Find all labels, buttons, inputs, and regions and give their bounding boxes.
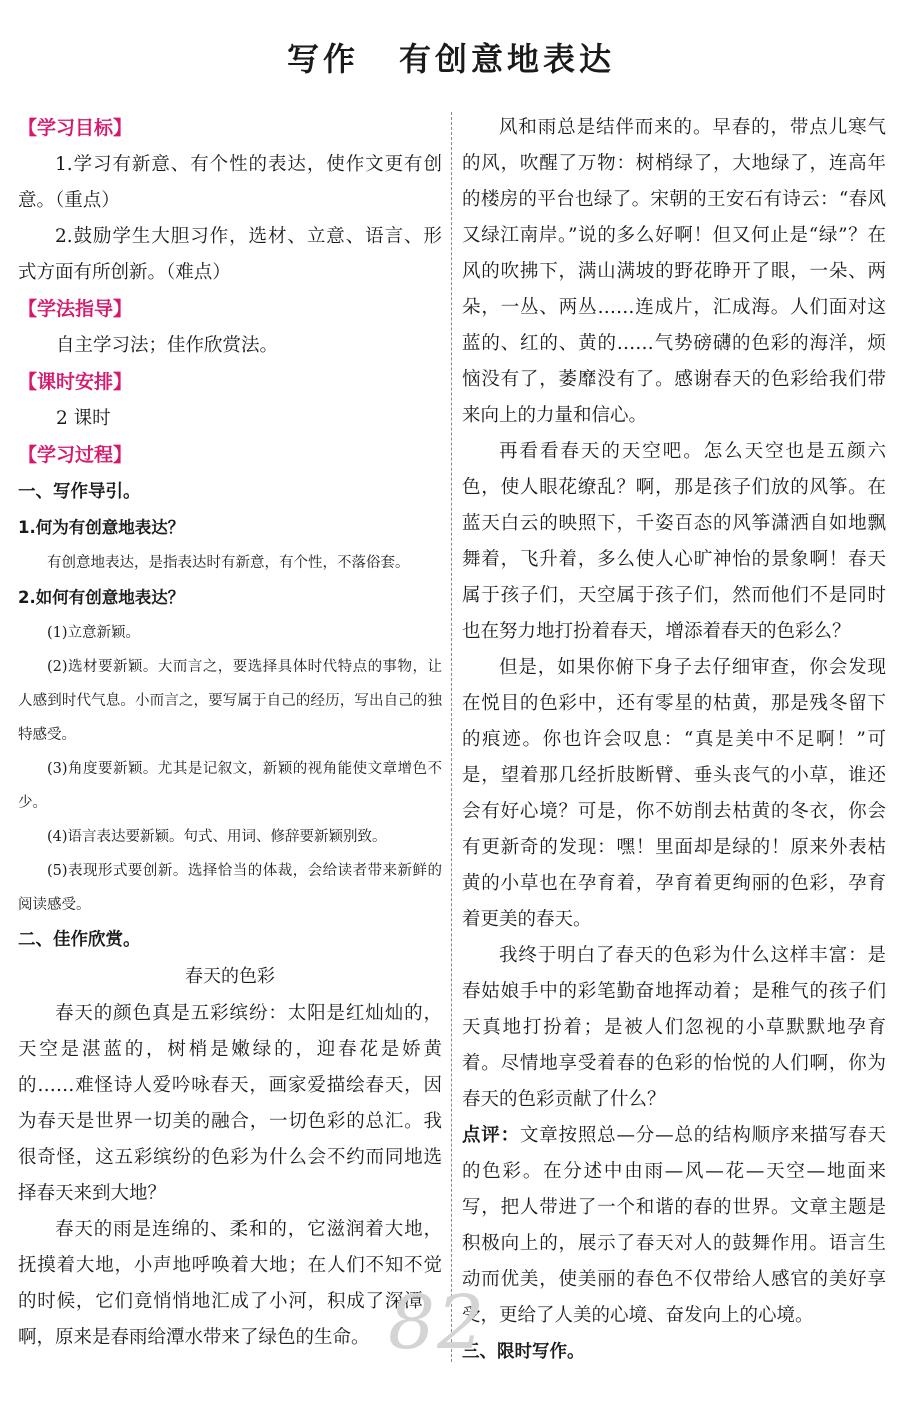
goal-1: 1.学习有新意、有个性的表达，使作文更有创意。（重点） xyxy=(18,154,442,211)
page-number: 82 xyxy=(388,1280,487,1366)
essay-paragraph-4: 再看看春天的天空吧。怎么天空也是五颜六色，使人眼花缭乱？啊，那是孩子们放的风筝。在蓝天白云的映照下，千姿百态的风筝潇洒自如地飘舞着，飞升着，多么使人心旷神怡的景象啊！春天属于孩子们，天空属于孩子们，然而他们不是同时也在努力地打扮着春天，增添着春天的色彩么？ xyxy=(462,441,886,642)
goal-2: 2.鼓励学生大胆习作，选材、立意、语言、形式方面有所创新。（难点） xyxy=(18,226,442,283)
section-label-schedule: 【课时安排】 xyxy=(18,371,133,393)
comment-label: 点评： xyxy=(462,1125,520,1146)
comment-text: 文章按照总—分—总的结构顺序来描写春天的色彩。在分述中由雨—风—花—天空—地面来写，把人带进了一个和谐的春的世界。文章主题是积极向上的，展示了春天对人的鼓舞作用。语言生动而优美，使美丽的春色不仅带给人感官的美好享受，更给了人美的心境、奋发向上的心境。 xyxy=(462,1125,886,1326)
section-label-goals: 【学习目标】 xyxy=(18,117,133,139)
method-text: 自主学习法；佳作欣赏法。 xyxy=(56,335,279,356)
left-column xyxy=(18,110,442,1356)
section-label-method: 【学法指导】 xyxy=(18,298,133,320)
title-part2: 有创意地表达 xyxy=(399,40,616,78)
column-divider xyxy=(451,112,452,1362)
point-5: (5)表现形式要创新。选择恰当的体裁，会给读者带来新鲜的阅读感受。 xyxy=(18,863,442,913)
essay-paragraph-5: 但是，如果你俯下身子去仔细审查，你会发现在悦目的色彩中，还有零星的枯黄，那是残冬留下的痕迹。你也许会叹息：“真是美中不足啊！”可是，望着那几经折肢断臂、垂头丧气的小草，谁还会有好心境？可是，你不妨削去枯黄的冬衣，你会有更新奇的发现：嘿！里面却是绿的！原来外表枯黄的小草也在孕育着，孕育着更绚丽的色彩，孕育着更美的春天。 xyxy=(462,657,886,930)
comment xyxy=(462,1118,886,1334)
answer-1: 有创意地表达，是指表达时有新意，有个性，不落俗套。 xyxy=(47,555,410,571)
question-1: 1.何为有创意地表达？ xyxy=(18,518,185,537)
essay-paragraph-1: 春天的颜色真是五彩缤纷：太阳是红灿灿的，天空是湛蓝的，树梢是嫩绿的，迎春花是娇黄的……难怪诗人爱吟咏春天，画家爱描绘春天，因为春天是世界一切美的融合，一切色彩的总汇。我很奇怪，这五彩缤纷的色彩为什么会不约而同地选择春天来到大地？ xyxy=(18,1003,442,1204)
essay-paragraph-2: 春天的雨是连绵的、柔和的，它滋润着大地，抚摸着大地，小声地呼唤着大地；在人们不知不觉的时候，它们竟悄悄地汇成了小河，积成了深潭，啊，原来是春雨给潭水带来了绿色的生命。 xyxy=(18,1219,442,1348)
essay-title: 春天的色彩 xyxy=(185,966,275,987)
point-3: (3)角度要新颖。尤其是记叙文，新颖的视角能使文章增色不少。 xyxy=(18,761,442,811)
question-2: 2.如何有创意地表达？ xyxy=(18,588,185,607)
point-1: (1)立意新颖。 xyxy=(47,625,141,641)
essay-paragraph-6: 我终于明白了春天的色彩为什么这样丰富：是春姑娘手中的彩笔勤奋地挥动着；是稚气的孩子们天真地打扮着；是被人们忽视的小草默默地孕育着。尽情地享受着春的色彩的怡悦的人们啊，你为春天的色彩贡献了什么？ xyxy=(462,945,886,1110)
point-2: (2)选材要新颖。大而言之，要选择具体时代特点的事物，让人感到时代气息。小而言之，要写属于自己的经历，写出自己的独特感受。 xyxy=(18,659,442,743)
page-title xyxy=(0,34,902,80)
right-column xyxy=(462,110,886,1370)
part2-heading: 二、佳作欣赏。 xyxy=(18,930,141,950)
part1-heading: 一、写作导引。 xyxy=(18,482,141,502)
section-label-process: 【学习过程】 xyxy=(18,444,133,466)
part3-heading: 三、限时写作。 xyxy=(462,1342,585,1362)
title-part1: 写作 xyxy=(286,40,359,78)
essay-paragraph-3: 风和雨总是结伴而来的。早春的，带点儿寒气的风，吹醒了万物：树梢绿了，大地绿了，连高年的楼房的平台也绿了。宋朝的王安石有诗云：“春风又绿江南岸。”说的多么好啊！但又何止是“绿”？在风的吹拂下，满山满坡的野花睁开了眼，一朵、两朵，一丛、两丛……连成片，汇成海。人们面对这蓝的、红的、黄的……气势磅礴的色彩的海洋，烦恼没有了，萎靡没有了。感谢春天的色彩给我们带来向上的力量和信心。 xyxy=(462,117,886,426)
schedule-text: 2 课时 xyxy=(56,408,111,429)
point-4: (4)语言表达要新颖。句式、用词、修辞要新颖别致。 xyxy=(47,829,387,845)
